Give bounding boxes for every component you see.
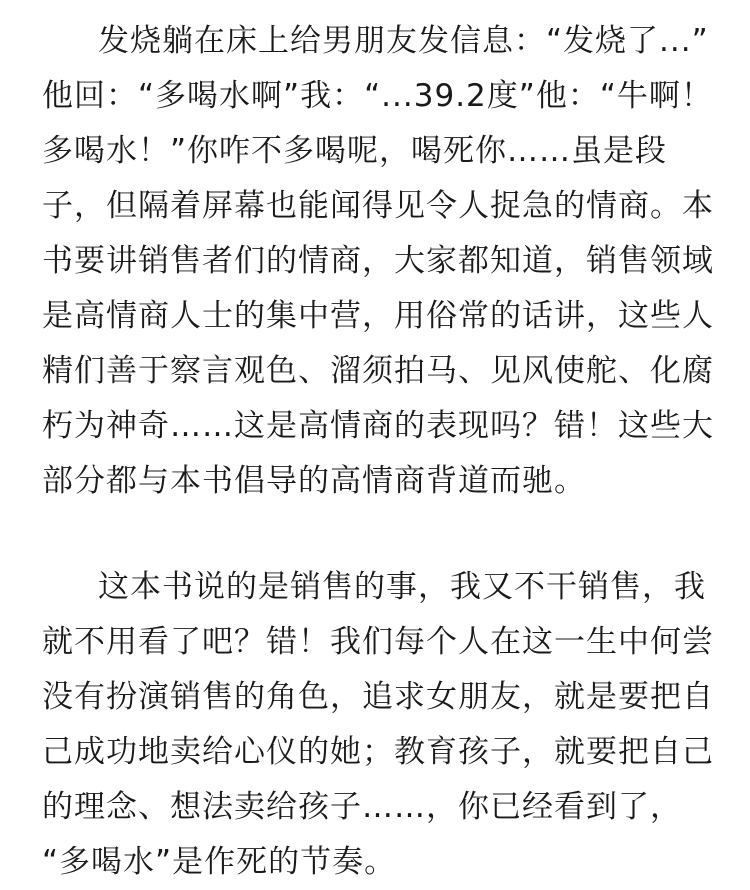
text-line: “多喝水”是作死的节奏。 <box>42 844 397 880</box>
text-line: 多喝水！”你咋不多喝呢，喝死你……虽是段 <box>42 133 668 169</box>
paragraph-2 <box>42 560 722 890</box>
article-body <box>42 14 722 890</box>
text-line: 朽为神奇……这是高情商的表现吗？错！这些大 <box>42 408 714 444</box>
text-line: 是高情商人士的集中营，用俗常的话讲，这些人 <box>42 298 714 334</box>
text-line: 己成功地卖给心仪的她；教育孩子，就要把自己 <box>42 734 714 770</box>
text-line: 的理念、想法卖给孩子……，你已经看到了， <box>42 789 682 825</box>
text-line: 书要讲销售者们的情商，大家都知道，销售领域 <box>42 243 714 279</box>
text-line: 这本书说的是销售的事，我又不干销售，我 <box>98 569 706 605</box>
paragraph-1 <box>42 14 722 509</box>
text-line: 发烧躺在床上给男朋友发信息：“发烧了...” <box>98 23 709 59</box>
text-line: 精们善于察言观色、溜须拍马、见风使舵、化腐 <box>42 353 714 389</box>
text-line: 部分都与本书倡导的高情商背道而驰。 <box>42 463 586 499</box>
text-line: 没有扮演销售的角色，追求女朋友，就是要把自 <box>42 679 714 715</box>
text-line: 子，但隔着屏幕也能闻得见令人捉急的情商。本 <box>42 188 714 224</box>
text-line: 他回：“多喝水啊”我：“...39.2度”他：“牛啊！ <box>42 78 713 114</box>
paragraph-spacer <box>42 509 722 560</box>
text-line: 就不用看了吧？错！我们每个人在这一生中何尝 <box>42 624 714 660</box>
